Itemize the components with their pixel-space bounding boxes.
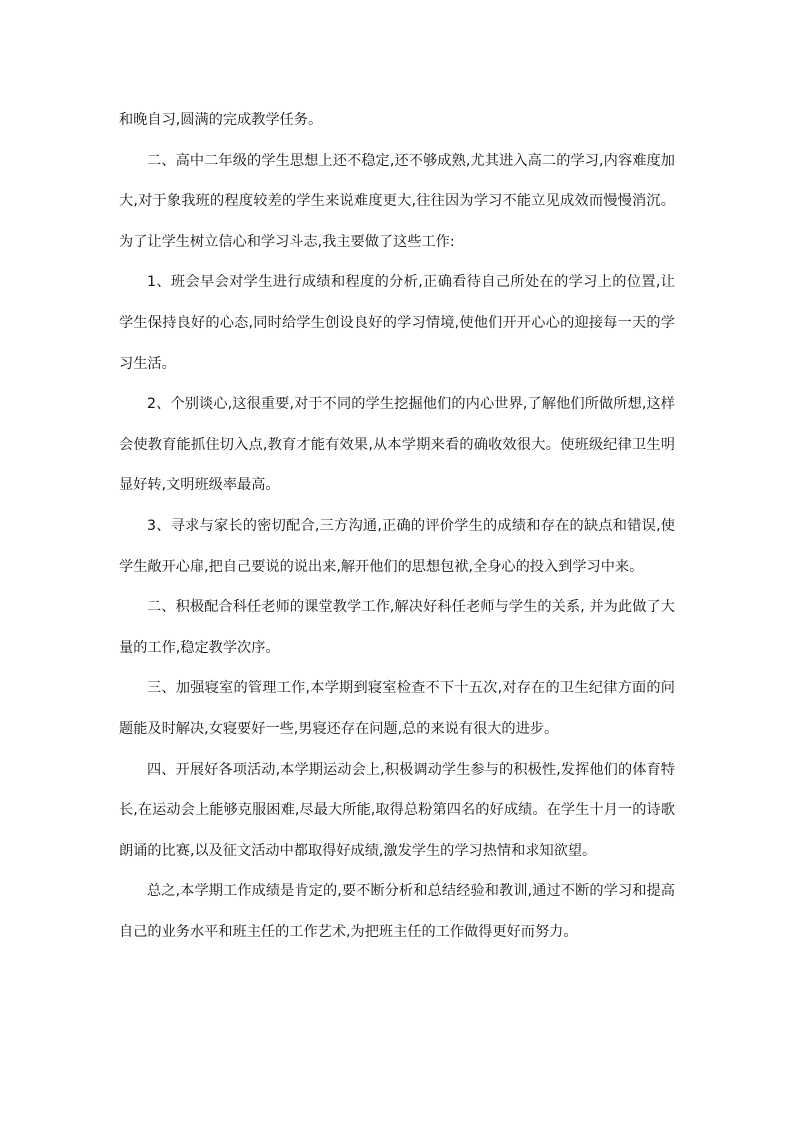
paragraph-section-three: 三、加强寝室的管理工作,本学期到寝室检查不下十五次,对存在的卫生纪律方面的问题能及时解决,女寝要好一些,男寝还存在问题,总的来说有很大的进步。 bbox=[119, 680, 675, 737]
paragraph-item-1: 1、班会早会对学生进行成绩和程度的分析,正确看待自己所处在的学习上的位置,让学生保持良好的心态,同时给学生创设良好的学习情境,使他们开开心心的迎接每一天的学习生活。 bbox=[119, 274, 675, 372]
paragraph-section-two-intro: 二、高中二年级的学生思想上还不稳定,还不够成熟,尤其进入高二的学习,内容难度加大,对于象我班的程度较差的学生来说难度更大,往往因为学习不能立见成效而慢慢消沉。为了让学生树立信心和学习斗志,我主要做了这些工作: bbox=[119, 152, 675, 250]
paragraph-section-teacher-cooperation: 二、积极配合科任老师的课堂教学工作,解决好科任老师与学生的关系, 并为此做了大量的工作,稳定教学次序。 bbox=[119, 599, 675, 656]
paragraph-section-four: 四、开展好各项活动,本学期运动会上,积极调动学生参与的积极性,发挥他们的体育特长,在运动会上能够克服困难,尽最大所能,取得总粉第四名的好成绩。在学生十月一的诗歌朗诵的比赛,以及征文活动中都取得好成绩,激发学生的学习热情和求知欲望。 bbox=[119, 761, 675, 859]
document-body bbox=[119, 100, 675, 952]
paragraph-item-3: 3、寻求与家长的密切配合,三方沟通,正确的评价学生的成绩和存在的缺点和错误,使学生敞开心扉,把自己要说的说出来,解开他们的思想包袱,全身心的投入到学习中来。 bbox=[119, 517, 675, 575]
paragraph-continuation: 和晚自习,圆满的完成教学任务。 bbox=[119, 112, 323, 128]
paragraph-item-2: 2、个别谈心,这很重要,对于不同的学生挖掘他们的内心世界,了解他们所做所想,这样会使教育能抓住切入点,教育才能有效果,从本学期来看的确收效很大。使班级纪律卫生明显好转,文明班级率最高。 bbox=[119, 396, 675, 494]
paragraph-summary: 总之,本学期工作成绩是肯定的,要不断分析和总结经验和教训,通过不断的学习和提高自己的业务水平和班主任的工作艺术,为把班主任的工作做得更好而努力。 bbox=[119, 883, 675, 940]
